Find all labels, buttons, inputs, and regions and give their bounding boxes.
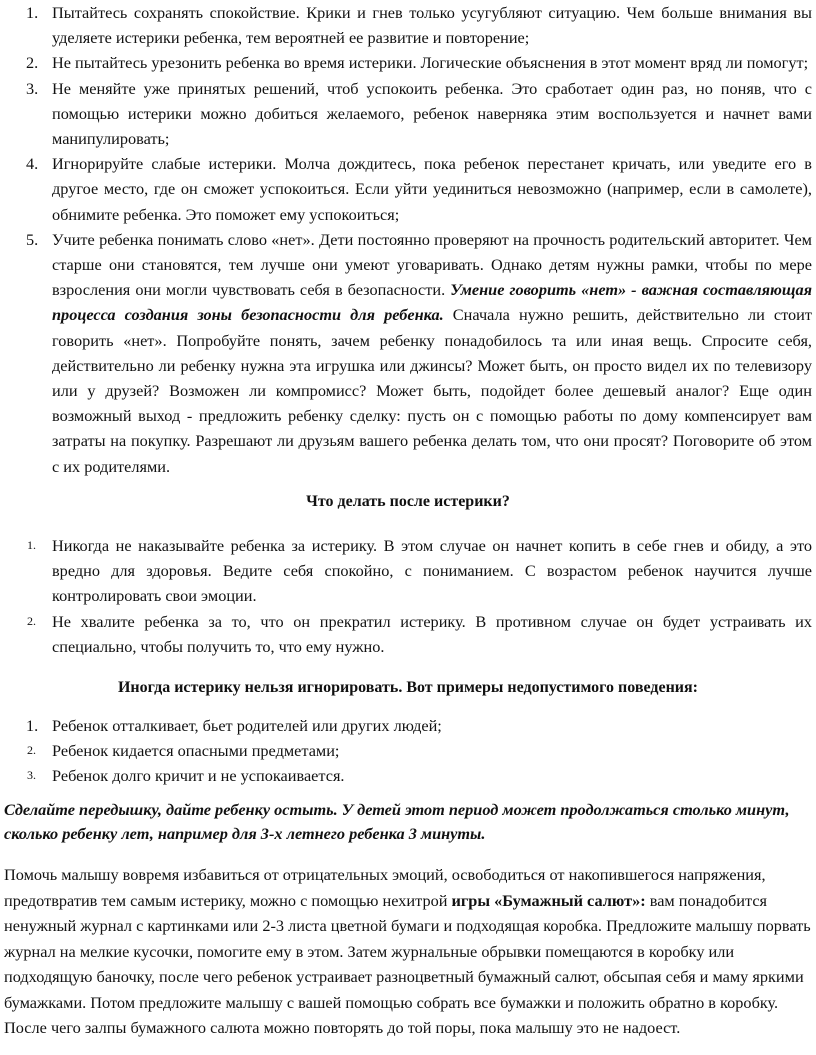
list-item-text: Ребенок отталкивает, бьет родителей или других людей; [52,716,442,735]
section-heading-after: Что делать после истерики? [306,493,510,510]
list-item-text: Не меняйте уже принятых решений, чтоб успокоить ребенка. Это сработает один раз, но поняв, что с помощью истерики можно добиться желаемого, ребенок наверняка этим воспользуется и начнет вами манипулировать; [52,78,812,149]
list-item [0,50,812,75]
list-item [0,227,812,479]
list-item-text: Ребенок кидается опасными предметами; [52,741,340,761]
list-item-text: Учите ребенка понимать слово «нет». Дети постоянно проверяют на прочность родительский авторитет. Чем старше они становятся, тем лучше они умеют уговаривать. Однако детям нужны рамки, чтобы по мере взросления они могли чувствовать себя в безопасности. [52,229,812,300]
list-item-emphasis: Умение говорить «нет» - важная составляющая процесса создания зоны безопасности для ребенка. [52,280,812,325]
list-number: 1. [26,3,39,22]
list-number: 3. [26,78,39,98]
after-list [0,533,812,659]
list-item-text: Ребенок долго кричит и не успокаивается. [52,766,345,786]
list-item-text: Сначала нужно решить, действительно ли стоит говорить «нет». Попробуйте понять, зачем ребенку понадобилось та или иная вещь. Спросите себя, действительно ли ребенку нужна эта игрушка или джинсы? Может быть, он просто видел их по телевизору или у друзей? Возможен ли компромисс? Может быть, подойдет более дешевый аналог? Еще один возможный выход - предложить ребенку сделку: пусть он с помощью работы по дому компенсирует вам затраты на покупку. Разрешают ли друзьям вашего ребенка делать том, что они просят? Поговорите об этом с их родителями. [52,305,812,476]
list-item-text: Пытайтесь сохранять спокойствие. Крики и гнев только усугубляют ситуацию. Чем больше внимания вы уделяете истерики ребенка, тем вероятней ее развитие и повторение; [52,3,812,48]
list-item-text: Не пытайтесь урезонить ребенка во время истерики. Логические объяснения в этот момент вряд ли помогут; [52,53,809,73]
list-item [0,763,812,788]
list-number: 4. [26,154,39,174]
italic-note: Сделайте передышку, дайте ребенку остыть. У детей этот период может продолжаться столько минут, сколько ребенку лет, например для 3-х летнего ребенка 3 минуты. [4,800,790,843]
list-number: 2. [27,743,36,758]
list-item-text: Никогда не наказывайте ребенка за истерику. В этом случае он начнет копить в себе гнев и обиду, а это вредно для здоровья. Ведите себя спокойно, с пониманием. С возрастом ребенок научится лучше контролировать свои эмоции. [52,536,812,606]
list-item [0,533,812,609]
list-item [0,76,812,152]
list-item [0,713,812,738]
list-number: 2. [26,53,39,73]
final-paragraph [4,862,814,1041]
game-name: игры «Бумажный салют»: [451,890,646,910]
list-number: 3. [27,768,36,783]
list-number: 1. [26,716,39,735]
list-item [0,609,812,659]
list-number: 5. [26,229,39,249]
tips-list [0,0,812,479]
list-item-text: Не хвалите ребенка за то, что он прекратил истерику. В противном случае он будет устраивать их специально, чтобы получить то, что ему нужно. [52,611,812,656]
list-number: 1. [27,538,36,552]
paragraph-text: вам понадобится ненужный журнал с картинками или 2-3 листа цветной бумаги и подходящая коробка. Предложите малышу порвать журнал на мелкие кусочки, помогите ему в этом. Затем журнальные обрывки помещаются в коробку или подходящую баночку, после чего ребенок устраивает разноцветный бумажный салют, обсыпая себя и маму яркими бумажками. Потом предложите малышу с вашей помощью собрать все бумажки и положить обратно в коробку. После чего залпы бумажного салюта можно повторять до той поры, пока малышу это не надоест. [4,890,811,1037]
behavior-list [0,713,812,789]
list-item [0,151,812,227]
paragraph-text: Помочь малышу вовремя избавиться от отрицательных эмоций, освободиться от накопившегося напряжения, предотвратив тем самым истерику, можно с помощью нехитрой [4,865,766,910]
list-item [0,738,812,763]
list-item [0,0,812,50]
list-item-text: Игнорируйте слабые истерики. Молча дождитесь, пока ребенок перестанет кричать, или уведите его в другое место, где он сможет успокоиться. Если уйти уединиться невозможно (например, если в самолете), обнимите ребенка. Это поможет ему успокоиться; [52,154,812,224]
list-number: 2. [27,613,36,628]
section-heading-ignore: Иногда истерику нельзя игнорировать. Вот примеры недопустимого поведения: [117,679,698,696]
